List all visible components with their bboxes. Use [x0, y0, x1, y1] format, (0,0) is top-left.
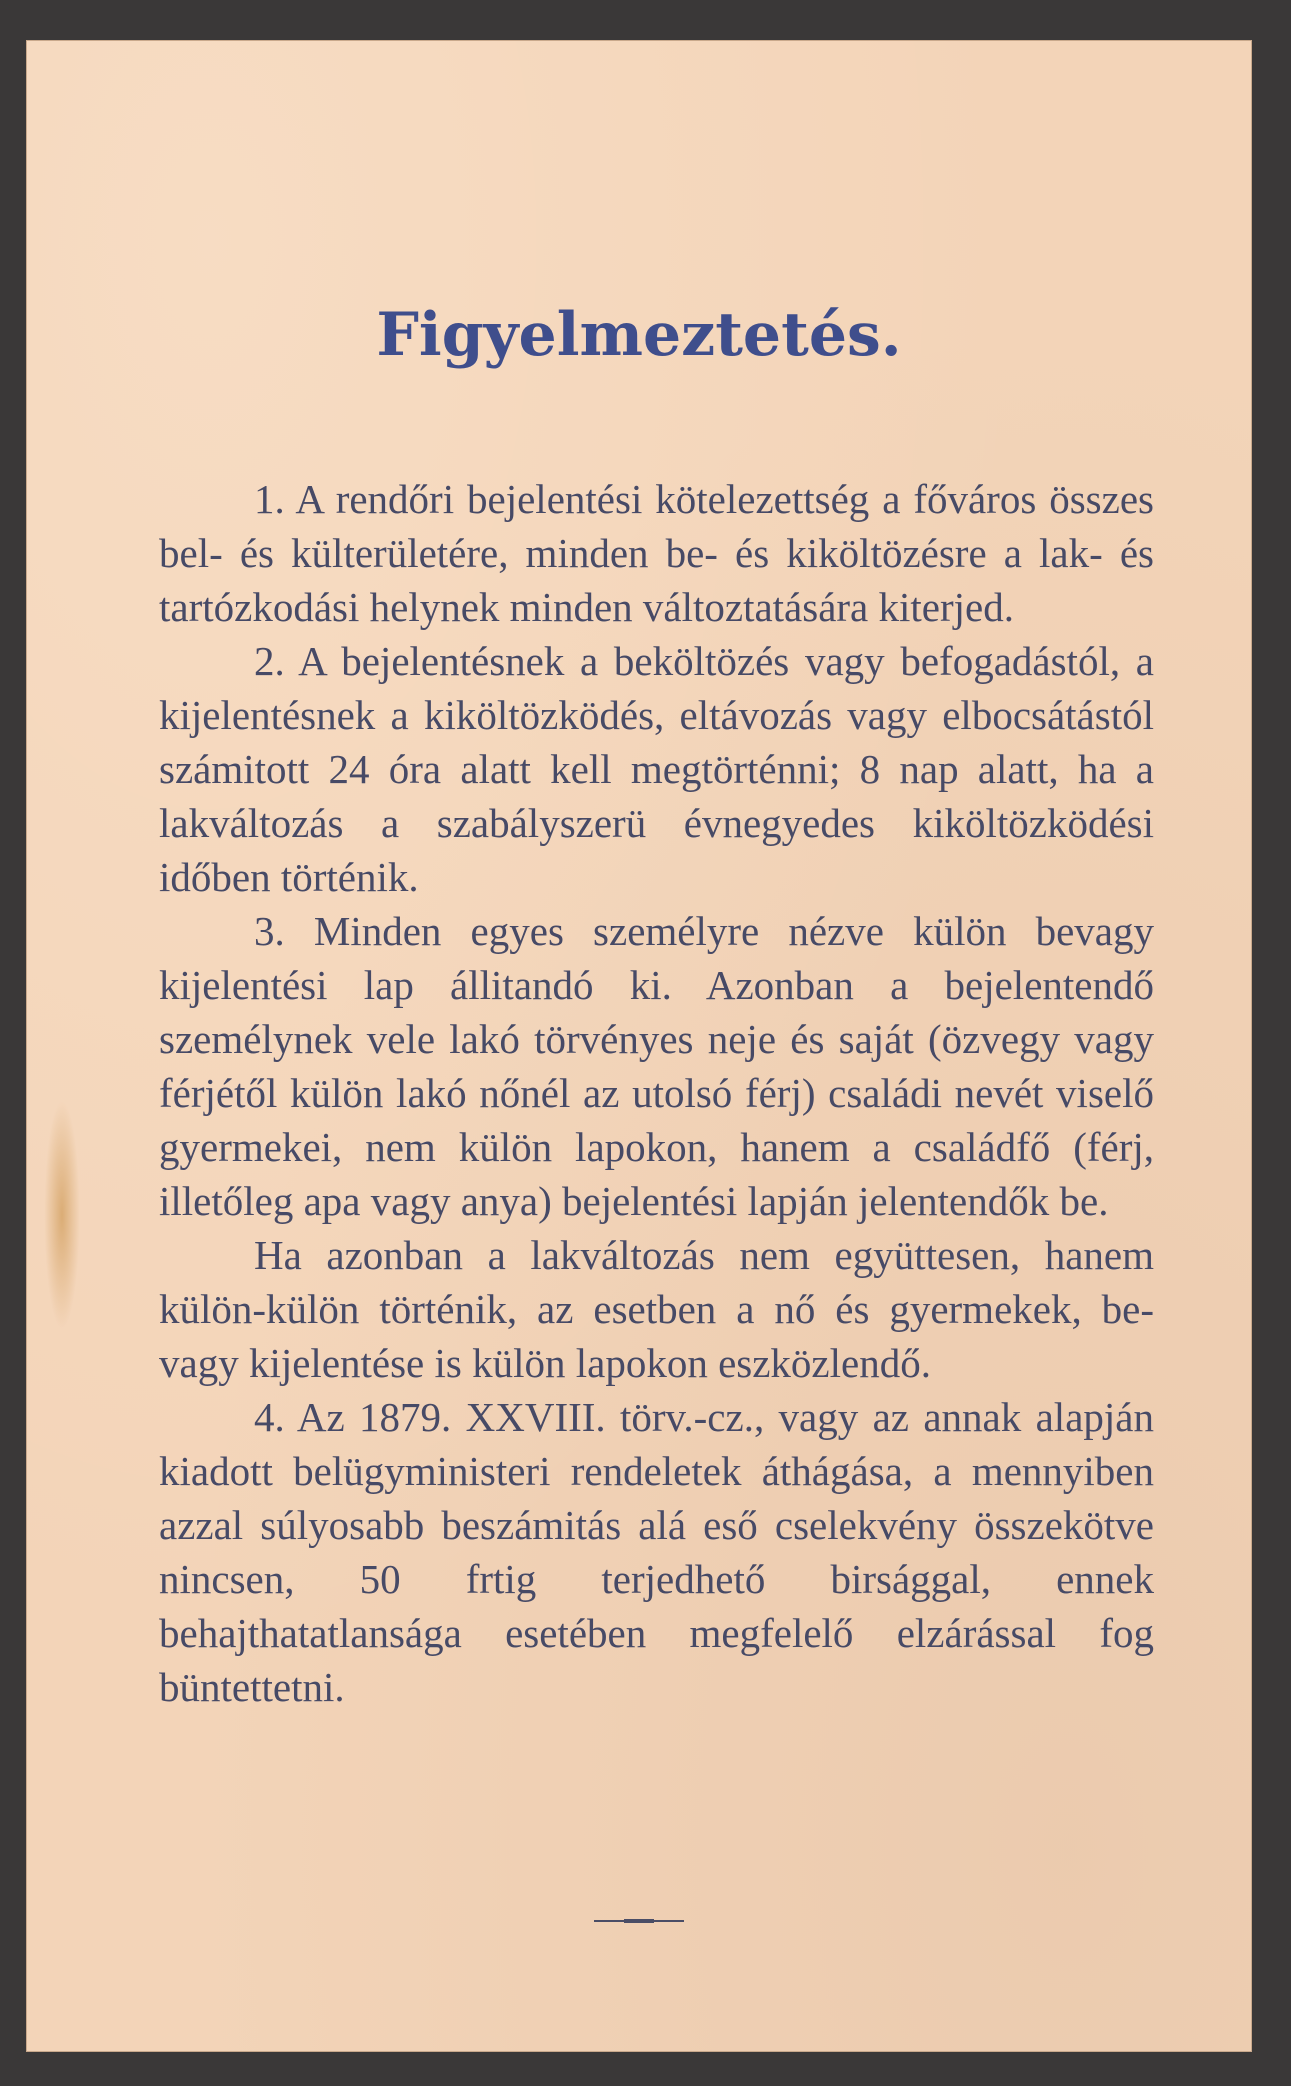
paper-sheet: [26, 40, 1252, 2052]
page-title: Figyelmeztetés.: [376, 300, 902, 370]
notice-body: [159, 472, 1154, 1714]
paragraph-1: 1. A rendőri bejelentési kötelezettség a főváros összes bel- és külterületére, minden be- és kiköltözésre a lak- és tartózkodási helynek minden változtatására kiterjed.: [159, 476, 1154, 630]
paragraph-2: 2. A bejelentésnek a beköltözés vagy befogadástól, a kijelentésnek a kiköltözködés, eltávozás vagy elbocsátástól számitott 24 óra alatt kell megtörténni; 8 nap alatt, ha a lakváltozás a szabályszerü évnegyedes kiköltözködési időben történik.: [159, 638, 1154, 900]
paragraph-3-continued: Ha azonban a lakváltozás nem együttesen, hanem külön-külön történik, az esetben a nő és gyermekek, be- vagy kijelentése is külön lapokon eszközlendő.: [159, 1232, 1154, 1386]
closing-divider: [594, 1920, 684, 1922]
paragraph-4: 4. Az 1879. XXVIII. törv.-cz., vagy az annak alapján kiadott belügyministeri rendeletek áthágása, a mennyiben azzal súlyosabb beszámitás alá eső cselekvény összekötve nincsen, 50 frtig terjedhető birsággal, ennek behajthatatlansága esetében megfelelő elzárással fog büntettetni.: [159, 1394, 1154, 1710]
paper-stain: [44, 1100, 80, 1330]
paragraph-3: 3. Minden egyes személyre nézve külön bevagy kijelentési lap állitandó ki. Azonban a bejelentendő személynek vele lakó törvényes neje és saját (özvegy vagy férjétől külön lakó nőnél az utolsó férj) családi nevét viselő gyermekei, nem külön lapokon, hanem a családfő (férj, illetőleg apa vagy anya) bejelentési lapján jelentendők be.: [159, 908, 1154, 1224]
